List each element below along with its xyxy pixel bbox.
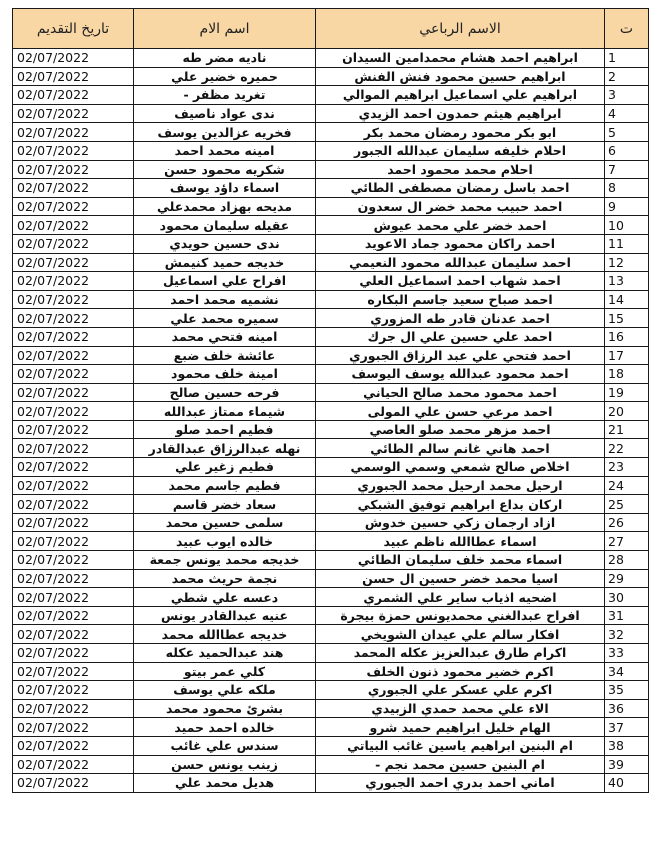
date-cell: 02/07/2022 [13, 495, 134, 514]
date-cell: 02/07/2022 [13, 402, 134, 421]
full-name-cell: احمد باسل رمضان مصطفى الطائي [316, 179, 605, 198]
sequence-cell: 37 [605, 718, 649, 737]
full-name-cell: ابراهيم هيثم حمدون احمد الزيدي [316, 104, 605, 123]
full-name-cell: ام البنين ابراهيم ياسين غائب البياتي [316, 736, 605, 755]
mother-name-cell: ندى عواد ناصيف [134, 104, 316, 123]
full-name-cell: اركان بداع ابراهيم توفيق الشبكي [316, 495, 605, 514]
date-cell: 02/07/2022 [13, 606, 134, 625]
mother-name-cell: شكريه محمود حسن [134, 160, 316, 179]
full-name-cell: ابراهيم علي اسماعيل ابراهيم الموالي [316, 86, 605, 105]
full-name-cell: اماني احمد بدري احمد الجبوري [316, 774, 605, 793]
mother-name-cell: هند عبدالحميد عكله [134, 644, 316, 663]
full-name-cell: احلام خليفه سليمان عبدالله الجبور [316, 141, 605, 160]
full-name-cell: احمد راكان محمود جماد الاعويد [316, 234, 605, 253]
mother-name-cell: ناديه مضر طه [134, 49, 316, 68]
date-cell: 02/07/2022 [13, 625, 134, 644]
sequence-cell: 4 [605, 104, 649, 123]
sequence-cell: 17 [605, 346, 649, 365]
sequence-cell: 18 [605, 365, 649, 384]
sequence-cell: 12 [605, 253, 649, 272]
full-name-cell: ابو بكر محمود رمضان محمد بكر [316, 123, 605, 142]
mother-name-cell: دعسه علي شطي [134, 588, 316, 607]
date-cell: 02/07/2022 [13, 551, 134, 570]
sequence-cell: 21 [605, 420, 649, 439]
sequence-cell: 23 [605, 458, 649, 477]
sequence-cell: 20 [605, 402, 649, 421]
table-row [13, 532, 649, 551]
table-row [13, 272, 649, 291]
full-name-cell: الاء علي محمد حمدي الزبيدي [316, 699, 605, 718]
full-name-cell: اكرم علي عسكر علي الجبوري [316, 681, 605, 700]
table-row [13, 774, 649, 793]
applicants-sheet [12, 8, 648, 793]
mother-name-cell: امينه فتحي محمد [134, 327, 316, 346]
mother-name-cell: امينة خلف محمود [134, 365, 316, 384]
mother-name-cell: فطيم احمد صلو [134, 420, 316, 439]
full-name-cell: احمد خضر علي محمد عيوش [316, 216, 605, 235]
sequence-cell: 36 [605, 699, 649, 718]
date-cell: 02/07/2022 [13, 383, 134, 402]
mother-name-cell: خديجه حميد كنيمش [134, 253, 316, 272]
sequence-cell: 1 [605, 49, 649, 68]
sequence-cell: 32 [605, 625, 649, 644]
sequence-cell: 26 [605, 513, 649, 532]
date-cell: 02/07/2022 [13, 513, 134, 532]
sequence-cell: 2 [605, 67, 649, 86]
table-row [13, 290, 649, 309]
sequence-cell: 33 [605, 644, 649, 663]
table-row [13, 588, 649, 607]
date-cell: 02/07/2022 [13, 160, 134, 179]
table-row [13, 644, 649, 663]
full-name-cell: احمد علي حسين علي ال جرك [316, 327, 605, 346]
sequence-cell: 6 [605, 141, 649, 160]
sequence-cell: 15 [605, 309, 649, 328]
full-name-cell: الهام خليل ابراهيم حميد شرو [316, 718, 605, 737]
table-row [13, 197, 649, 216]
table-row [13, 606, 649, 625]
full-name-cell: احمد محمود عبدالله يوسف اليوسف [316, 365, 605, 384]
full-name-cell: ابراهيم احمد هشام محمدامين السيدان [316, 49, 605, 68]
mother-name-cell: حميره خضير علي [134, 67, 316, 86]
mother-name-cell: خالده ايوب عبيد [134, 532, 316, 551]
table-row [13, 420, 649, 439]
sequence-cell: 35 [605, 681, 649, 700]
sequence-cell: 19 [605, 383, 649, 402]
date-cell: 02/07/2022 [13, 86, 134, 105]
table-row [13, 346, 649, 365]
table-row [13, 104, 649, 123]
date-cell: 02/07/2022 [13, 439, 134, 458]
full-name-cell: افراح عبدالغني محمديونس حمزة بيجرة [316, 606, 605, 625]
full-name-cell: احمد هاني غانم سالم الطائي [316, 439, 605, 458]
date-cell: 02/07/2022 [13, 569, 134, 588]
date-cell: 02/07/2022 [13, 141, 134, 160]
date-cell: 02/07/2022 [13, 67, 134, 86]
full-name-cell: احلام محمد محمود احمد [316, 160, 605, 179]
mother-name-cell: خديجه عطاالله محمد [134, 625, 316, 644]
mother-name-cell: هديل محمد علي [134, 774, 316, 793]
sequence-cell: 29 [605, 569, 649, 588]
full-name-cell: اسماء عطاالله ناظم عبيد [316, 532, 605, 551]
date-cell: 02/07/2022 [13, 755, 134, 774]
header-row [13, 9, 649, 49]
full-name-cell: احمد محمود محمد صالح الحياني [316, 383, 605, 402]
mother-name-cell: فخريه عزالدين يوسف [134, 123, 316, 142]
mother-name-cell: كلي عمر بيتو [134, 662, 316, 681]
mother-name-cell: سعاد خضر قاسم [134, 495, 316, 514]
full-name-cell: احمد عدنان قادر طه المزوري [316, 309, 605, 328]
date-cell: 02/07/2022 [13, 123, 134, 142]
date-cell: 02/07/2022 [13, 718, 134, 737]
date-cell: 02/07/2022 [13, 644, 134, 663]
date-cell: 02/07/2022 [13, 736, 134, 755]
date-cell: 02/07/2022 [13, 458, 134, 477]
table-row [13, 309, 649, 328]
mother-name-cell: ملكه علي يوسف [134, 681, 316, 700]
full-name-cell: ام البنين حسين محمد نجم - [316, 755, 605, 774]
table-row [13, 569, 649, 588]
mother-name-cell: تغريد مظفر - [134, 86, 316, 105]
date-cell: 02/07/2022 [13, 327, 134, 346]
table-row [13, 253, 649, 272]
mother-name-cell: اسماء داؤد يوسف [134, 179, 316, 198]
date-cell: 02/07/2022 [13, 290, 134, 309]
mother-name-cell: نهله عبدالرزاق عبدالقادر [134, 439, 316, 458]
mother-name-cell: شيماء ممتاز عبدالله [134, 402, 316, 421]
header-mother-name: اسم الام [134, 9, 316, 49]
table-row [13, 365, 649, 384]
date-cell: 02/07/2022 [13, 681, 134, 700]
table-row [13, 476, 649, 495]
date-cell: 02/07/2022 [13, 476, 134, 495]
table-row [13, 383, 649, 402]
full-name-cell: احمد فتحي علي عبد الرزاق الجبوري [316, 346, 605, 365]
sequence-cell: 3 [605, 86, 649, 105]
applicants-table [12, 8, 649, 793]
full-name-cell: افكار سالم علي عيدان الشويخي [316, 625, 605, 644]
mother-name-cell: سلمى حسين محمد [134, 513, 316, 532]
mother-name-cell: سندس علي غائب [134, 736, 316, 755]
date-cell: 02/07/2022 [13, 253, 134, 272]
full-name-cell: احمد سليمان عبدالله محمود النعيمي [316, 253, 605, 272]
table-row [13, 625, 649, 644]
full-name-cell: ازاد ارجمان زكي حسين خدوش [316, 513, 605, 532]
mother-name-cell: امينه محمد احمد [134, 141, 316, 160]
table-body [13, 49, 649, 793]
mother-name-cell: عقيله سليمان محمود [134, 216, 316, 235]
full-name-cell: احمد شهاب احمد اسماعيل العلي [316, 272, 605, 291]
table-row [13, 551, 649, 570]
sequence-cell: 7 [605, 160, 649, 179]
date-cell: 02/07/2022 [13, 179, 134, 198]
sequence-cell: 40 [605, 774, 649, 793]
sequence-cell: 24 [605, 476, 649, 495]
mother-name-cell: فطيم زغير علي [134, 458, 316, 477]
table-row [13, 755, 649, 774]
table-row [13, 458, 649, 477]
table-row [13, 123, 649, 142]
table-row [13, 234, 649, 253]
header-date: تاريخ التقديم [13, 9, 134, 49]
mother-name-cell: فرحه حسين صالح [134, 383, 316, 402]
date-cell: 02/07/2022 [13, 662, 134, 681]
full-name-cell: احمد حبيب محمد خضر ال سعدون [316, 197, 605, 216]
full-name-cell: ارحيل محمد ارحيل محمد الجبوري [316, 476, 605, 495]
date-cell: 02/07/2022 [13, 234, 134, 253]
mother-name-cell: خديجه محمد يونس جمعة [134, 551, 316, 570]
table-row [13, 67, 649, 86]
mother-name-cell: مديحه بهزاد محمدعلي [134, 197, 316, 216]
sequence-cell: 11 [605, 234, 649, 253]
mother-name-cell: عنيه عبدالقادر يونس [134, 606, 316, 625]
table-row [13, 160, 649, 179]
full-name-cell: اكرام طارق عبدالعزيز عكله المحمد [316, 644, 605, 663]
sequence-cell: 16 [605, 327, 649, 346]
mother-name-cell: سميره محمد علي [134, 309, 316, 328]
sequence-cell: 31 [605, 606, 649, 625]
table-row [13, 662, 649, 681]
table-row [13, 439, 649, 458]
date-cell: 02/07/2022 [13, 49, 134, 68]
table-row [13, 718, 649, 737]
sequence-cell: 25 [605, 495, 649, 514]
sequence-cell: 13 [605, 272, 649, 291]
full-name-cell: اكرم خضير محمود ذنون الخلف [316, 662, 605, 681]
full-name-cell: اضحيه اذياب ساير علي الشمري [316, 588, 605, 607]
full-name-cell: احمد مزهر محمد صلو العاصي [316, 420, 605, 439]
sequence-cell: 5 [605, 123, 649, 142]
date-cell: 02/07/2022 [13, 699, 134, 718]
date-cell: 02/07/2022 [13, 272, 134, 291]
table-row [13, 402, 649, 421]
table-row [13, 495, 649, 514]
sequence-cell: 30 [605, 588, 649, 607]
date-cell: 02/07/2022 [13, 588, 134, 607]
full-name-cell: احمد صباح سعيد جاسم البكاره [316, 290, 605, 309]
date-cell: 02/07/2022 [13, 197, 134, 216]
header-sequence: ت [605, 9, 649, 49]
date-cell: 02/07/2022 [13, 532, 134, 551]
date-cell: 02/07/2022 [13, 104, 134, 123]
sequence-cell: 8 [605, 179, 649, 198]
sequence-cell: 9 [605, 197, 649, 216]
mother-name-cell: ندى حسين حويدي [134, 234, 316, 253]
table-row [13, 179, 649, 198]
table-row [13, 216, 649, 235]
mother-name-cell: عائشة خلف ضبع [134, 346, 316, 365]
date-cell: 02/07/2022 [13, 420, 134, 439]
mother-name-cell: فطيم جاسم محمد [134, 476, 316, 495]
full-name-cell: اخلاص صالح شمعي وسمي الوسمي [316, 458, 605, 477]
full-name-cell: اسماء محمد خلف سليمان الطائي [316, 551, 605, 570]
sequence-cell: 34 [605, 662, 649, 681]
date-cell: 02/07/2022 [13, 216, 134, 235]
table-row [13, 681, 649, 700]
date-cell: 02/07/2022 [13, 365, 134, 384]
table-row [13, 327, 649, 346]
full-name-cell: اسيا محمد خضر حسين ال حسن [316, 569, 605, 588]
sequence-cell: 10 [605, 216, 649, 235]
mother-name-cell: نجمة حريث محمد [134, 569, 316, 588]
table-row [13, 141, 649, 160]
sequence-cell: 22 [605, 439, 649, 458]
header-full-name: الاسم الرباعي [316, 9, 605, 49]
table-row [13, 513, 649, 532]
table-row [13, 86, 649, 105]
sequence-cell: 14 [605, 290, 649, 309]
mother-name-cell: نشميه محمد احمد [134, 290, 316, 309]
sequence-cell: 28 [605, 551, 649, 570]
table-row [13, 699, 649, 718]
table-row [13, 49, 649, 68]
date-cell: 02/07/2022 [13, 309, 134, 328]
table-row [13, 736, 649, 755]
sequence-cell: 39 [605, 755, 649, 774]
mother-name-cell: زينب يونس حسن [134, 755, 316, 774]
mother-name-cell: خالده احمد حميد [134, 718, 316, 737]
sequence-cell: 38 [605, 736, 649, 755]
full-name-cell: احمد مرعي حسن علي المولى [316, 402, 605, 421]
full-name-cell: ابراهيم حسين محمود فنش الفنش [316, 67, 605, 86]
date-cell: 02/07/2022 [13, 346, 134, 365]
mother-name-cell: بشرئ محمود محمد [134, 699, 316, 718]
sequence-cell: 27 [605, 532, 649, 551]
mother-name-cell: افراح علي اسماعيل [134, 272, 316, 291]
date-cell: 02/07/2022 [13, 774, 134, 793]
